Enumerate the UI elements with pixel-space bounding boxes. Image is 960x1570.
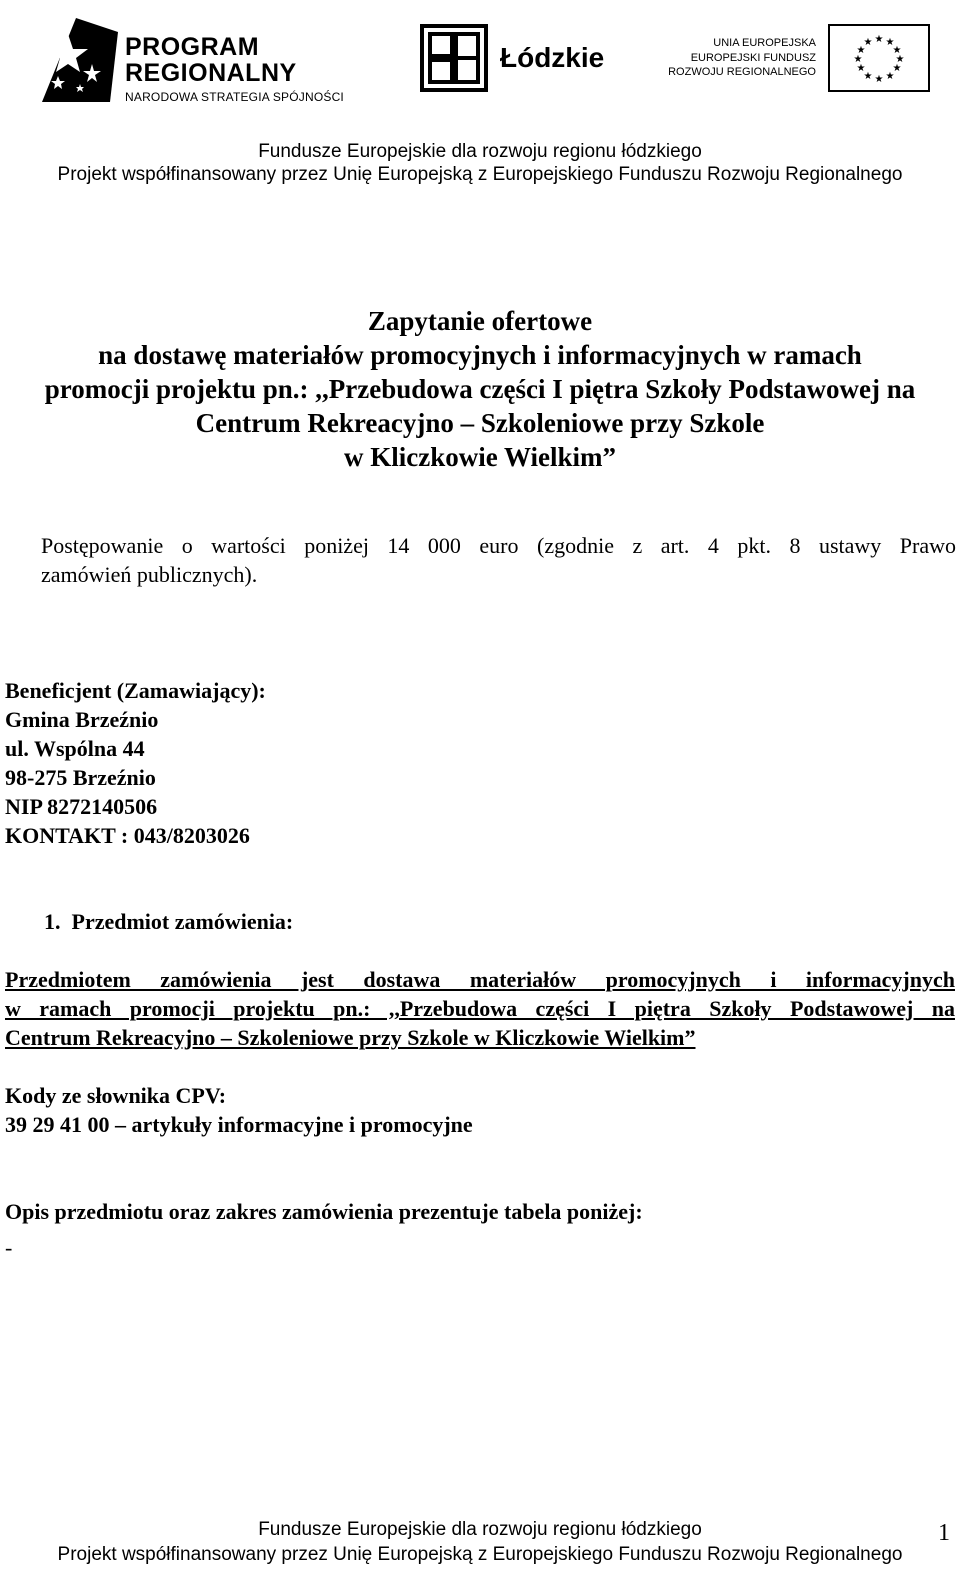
subject-line3: Centrum Rekreacyjno – Szkoleniowe przy Szkole w Kliczkowie Wielkim” (5, 1025, 696, 1050)
svg-text:★: ★ (874, 34, 884, 45)
star-emblem-icon (30, 14, 122, 106)
eu-flag-icon (828, 24, 930, 92)
eu-logo-text (664, 36, 816, 80)
page-number: 1 (938, 1520, 950, 1546)
svg-text:★: ★ (856, 63, 866, 74)
title-line: promocji projektu pn.: ,,Przebudowa części I piętra Szkoły Podstawowej na (44, 374, 916, 404)
beneficiary-postal: 98-275 Brzeźnio (5, 765, 156, 790)
beneficiary-contact: KONTAKT : 043/8203026 (5, 823, 250, 848)
svg-text:★: ★ (853, 54, 863, 65)
beneficiary-heading: Beneficjent (Zamawiający): (5, 678, 266, 703)
header-funding-line2: Projekt współfinansowany przez Unię Europejską z Europejskiego Funduszu Rozwoju Regionalnego (57, 164, 903, 185)
title-line: na dostawę materiałów promocyjnych i informacyjnych w ramach (98, 340, 862, 370)
title-line: Centrum Rekreacyjno – Szkoleniowe przy Szkole (195, 408, 765, 438)
title-line: Zapytanie ofertowe (367, 306, 593, 336)
svg-text:★: ★ (892, 45, 902, 56)
title-line: w Kliczkowie Wielkim” (344, 442, 616, 472)
footer-funding-line1: Fundusze Europejskie dla rozwoju regionu łódzkiego (258, 1519, 702, 1540)
document-title (0, 304, 960, 474)
lodzkie-logo-text: Łódzkie (500, 42, 605, 73)
beneficiary-block (5, 676, 266, 850)
beneficiary-nip: NIP 8272140506 (5, 794, 158, 819)
procedure-line1: Postępowanie o wartości poniżej 14 000 euro (zgodnie z art. 4 pkt. 8 ustawy Prawo (41, 533, 956, 558)
svg-text:★: ★ (885, 37, 895, 48)
eu-logo-line1: UNIA EUROPEJSKA (713, 37, 816, 49)
svg-text:★: ★ (874, 74, 884, 85)
cpv-heading: Kody ze słownika CPV: (5, 1083, 227, 1108)
header-funding-line1: Fundusze Europejskie dla rozwoju regionu łódzkiego (258, 141, 702, 162)
cpv-block (5, 1081, 473, 1139)
table-intro: Opis przedmiotu oraz zakres zamówienia prezentuje tabela poniżej: (5, 1199, 643, 1224)
beneficiary-street: ul. Wspólna 44 (5, 736, 145, 761)
svg-text:★: ★ (892, 63, 902, 74)
program-logo-line1: PROGRAM (125, 33, 260, 61)
svg-text:★: ★ (895, 54, 905, 65)
beneficiary-name: Gmina Brzeźnio (5, 707, 159, 732)
list-dash: - (5, 1235, 13, 1260)
svg-text:★: ★ (863, 37, 873, 48)
lodzkie-emblem-icon (420, 24, 488, 92)
program-logo-line2: REGIONALNY (125, 59, 297, 87)
footer-funding-line2: Projekt współfinansowany przez Unię Europejską z Europejskiego Funduszu Rozwoju Regionalnego (57, 1544, 903, 1565)
svg-text:★: ★ (885, 71, 895, 82)
svg-text:★: ★ (863, 71, 873, 82)
eu-logo-line2: EUROPEJSKI FUNDUSZ (690, 51, 816, 64)
subject-line2: w ramach promocji projektu pn.: ,,Przebudowa części I piętra Szkoły Podstawowej na (5, 996, 955, 1021)
eu-logo-line3: ROZWOJU REGIONALNEGO (668, 66, 816, 78)
cpv-code: 39 29 41 00 – artykuły informacyjne i promocyjne (5, 1112, 473, 1137)
subject-line1: Przedmiotem zamówienia jest dostawa materiałów promocyjnych i informacyjnych (5, 967, 955, 992)
procedure-line2: zamówień publicznych). (41, 562, 258, 587)
program-logo-line3: NARODOWA STRATEGIA SPÓJNOŚCI (125, 90, 344, 104)
svg-text:★: ★ (856, 45, 866, 56)
section-heading: 1. Przedmiot zamówienia: (44, 909, 294, 934)
